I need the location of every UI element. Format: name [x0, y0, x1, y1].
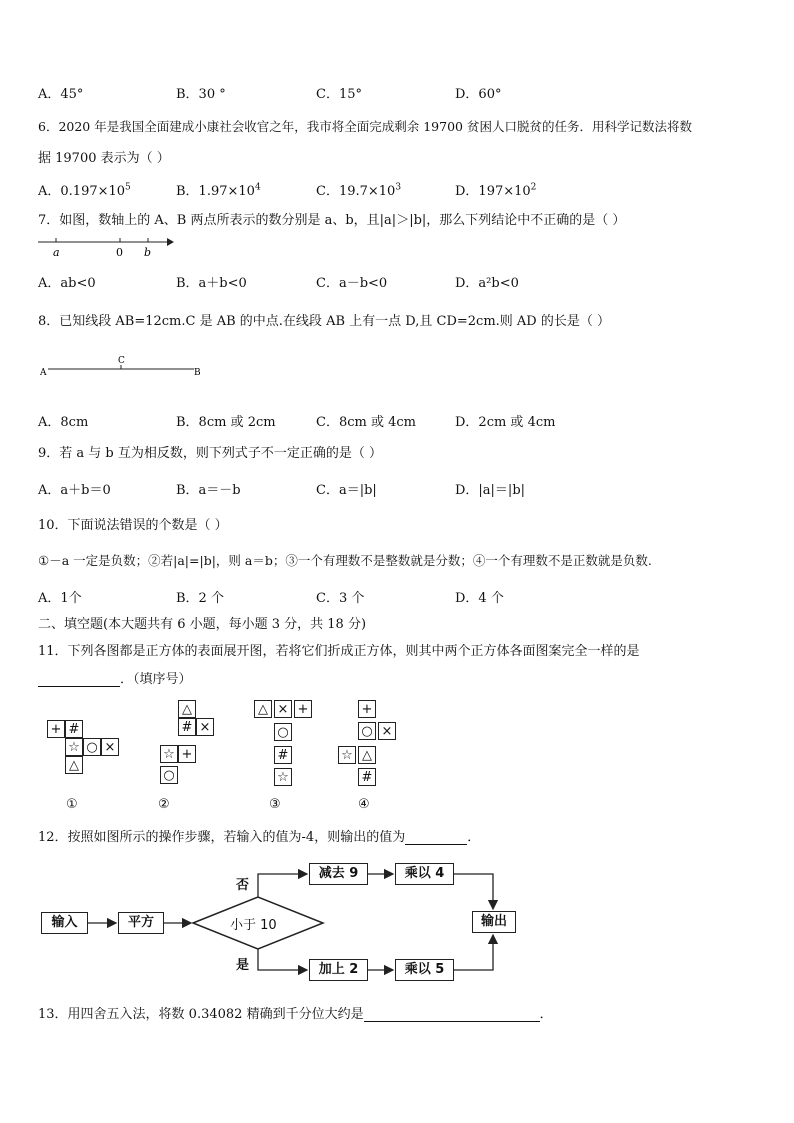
- q10-option-b: B．2 个: [176, 591, 224, 606]
- q6-option-d: D．$197\times 10^2$: [455, 182, 537, 199]
- number-line-figure: [36, 232, 181, 260]
- segment-figure: [38, 352, 208, 380]
- net3-cell: +: [294, 700, 312, 718]
- q7-option-c: C．a－b<0: [316, 276, 388, 291]
- q12-answer-blank[interactable]: [405, 830, 467, 845]
- net3-cell: ☆: [274, 768, 292, 786]
- point-a-label: A: [40, 368, 47, 378]
- net4-cell: #: [358, 768, 376, 786]
- q12-text: 12．按照如图所示的操作步骤，若输入的值为-4，则输出的值为: [38, 830, 406, 845]
- q13-text: 13．用四舍五入法，将数 0.34082 精确到千分位大约是: [38, 1007, 364, 1022]
- q10-option-a: A．1个: [38, 591, 82, 606]
- flow-decision-label: 小于 10: [230, 918, 277, 933]
- q4-option-c: C．15°: [316, 87, 362, 102]
- q7-option-d: D．a²b<0: [455, 276, 519, 291]
- q13-end: ．: [539, 1007, 553, 1022]
- flow-no-label: 否: [236, 878, 250, 893]
- net4-cell: △: [358, 746, 376, 764]
- q9-option-b: B．a＝－b: [176, 483, 241, 498]
- q13-answer-blank[interactable]: [364, 1007, 540, 1022]
- q6-option-a: A．$0.197\times 10^5$: [38, 182, 131, 199]
- net1-cell: ×: [101, 738, 119, 756]
- q13-text-line: [38, 1003, 553, 1022]
- flow-add2-box: 加上 2: [309, 959, 368, 981]
- q9-option-c: C．a＝|b|: [316, 483, 377, 498]
- q12-text-line: [38, 826, 480, 845]
- net4-label: ④: [358, 797, 370, 812]
- q6-option-c: C．$19.7\times 10^3$: [316, 182, 402, 199]
- arrow-yes-branch: [258, 949, 307, 970]
- q8-option-c: C．8cm 或 4cm: [316, 415, 416, 430]
- point-c-label: C: [118, 356, 125, 366]
- net1-cell: △: [65, 756, 83, 774]
- net3-label: ③: [269, 797, 281, 812]
- q8-option-d: D．2cm 或 4cm: [455, 415, 556, 430]
- arrow-mul5-output: [454, 935, 493, 970]
- net3-cell: ○: [274, 723, 292, 741]
- net3-cell: #: [274, 746, 292, 764]
- q10-option-d: D．4 个: [455, 591, 504, 606]
- q11-text: 11．下列各图都是正方体的表面展开图，若将它们折成正方体，则其中两个正方体各面图案完全一样的是: [38, 644, 640, 659]
- net2-label: ②: [158, 797, 170, 812]
- flow-mul5-box: 乘以 5: [395, 959, 454, 981]
- q9-option-d: D．|a|＝|b|: [455, 483, 526, 498]
- q11-suffix: ．（填序号）: [120, 672, 192, 687]
- net4-cell: ☆: [338, 746, 356, 764]
- q7-text: 7．如图，数轴上的 A、B 两点所表示的数分别是 a、b，且|a|＞|b|，那么下列结论中不正确的是（ ）: [38, 213, 626, 228]
- q4-option-b: B．30 °: [176, 87, 226, 102]
- flow-square-box: 平方: [118, 912, 164, 934]
- q8-option-a: A．8cm: [38, 415, 89, 430]
- net1-cell: +: [47, 720, 65, 738]
- axis-label-0: 0: [116, 246, 123, 259]
- section-heading: 二、填空题(本大题共有 6 小题，每小题 3 分，共 18 分): [38, 617, 367, 632]
- net3-cell: ×: [274, 700, 292, 718]
- q8-option-b: B．8cm 或 2cm: [176, 415, 276, 430]
- q6-text-line2: 据 19700 表示为（ ）: [38, 151, 170, 166]
- q8-text: 8．已知线段 AB=12cm.C 是 AB 的中点.在线段 AB 上有一点 D,且 CD=2cm.则 AD 的长是（ ）: [38, 314, 610, 329]
- net4-cell: ○: [358, 722, 376, 740]
- axis-label-a: a: [53, 246, 60, 259]
- q10-text: 10．下面说法错误的个数是（ ）: [38, 518, 228, 533]
- q6-text-line1: 6．2020 年是我国全面建成小康社会收官之年，我市将全面完成剩余 19700 贫困人口脱贫的任务．用科学记数法将数: [38, 119, 692, 134]
- q7-option-b: B．a＋b<0: [176, 276, 247, 291]
- net2-cell: △: [178, 700, 196, 718]
- net1-cell: ○: [83, 738, 101, 756]
- q6-option-b: B．$1.97\times 10^4$: [176, 182, 261, 199]
- net1-label: ①: [66, 797, 78, 812]
- net1-cell: #: [65, 720, 83, 738]
- net2-cell: ☆: [160, 745, 178, 763]
- q11-answer-blank[interactable]: [38, 672, 120, 687]
- q4-option-d: D．60°: [455, 87, 502, 102]
- net2-cell: +: [178, 745, 196, 763]
- q7-option-a: A．ab<0: [38, 276, 96, 291]
- axis-label-b: b: [144, 246, 152, 259]
- net4-cell: ×: [378, 722, 396, 740]
- q12-end: ．: [467, 830, 481, 845]
- flow-input-box: 输入: [41, 912, 88, 934]
- net2-cell: #: [178, 718, 196, 736]
- flow-mul4-box: 乘以 4: [395, 863, 454, 885]
- net2-cell: ×: [196, 718, 214, 736]
- q9-text: 9．若 a 与 b 互为相反数，则下列式子不一定正确的是（ ）: [38, 446, 383, 461]
- flow-yes-label: 是: [236, 958, 250, 973]
- point-b-label: B: [194, 368, 201, 378]
- flow-sub9-box: 减去 9: [309, 863, 368, 885]
- flow-output-box: 输出: [472, 911, 516, 933]
- q4-option-a: A．45°: [38, 87, 84, 102]
- arrow-no-branch: [258, 874, 307, 897]
- q9-option-a: A．a＋b＝0: [38, 483, 111, 498]
- net1-cell: ☆: [65, 738, 83, 756]
- q10-option-c: C．3 个: [316, 591, 365, 606]
- net3-cell: △: [254, 700, 272, 718]
- arrow-mul4-output: [454, 874, 493, 909]
- number-line-arrow: [167, 238, 174, 246]
- net2-cell: ○: [160, 766, 178, 784]
- q11-answer-line: [38, 668, 192, 687]
- q10-statement: ①－a 一定是负数；②若|a|=|b|，则 a＝b；③一个有理数不是整数就是分数；④一个有理数不是正数就是负数.: [38, 553, 652, 568]
- net4-cell: +: [358, 700, 376, 718]
